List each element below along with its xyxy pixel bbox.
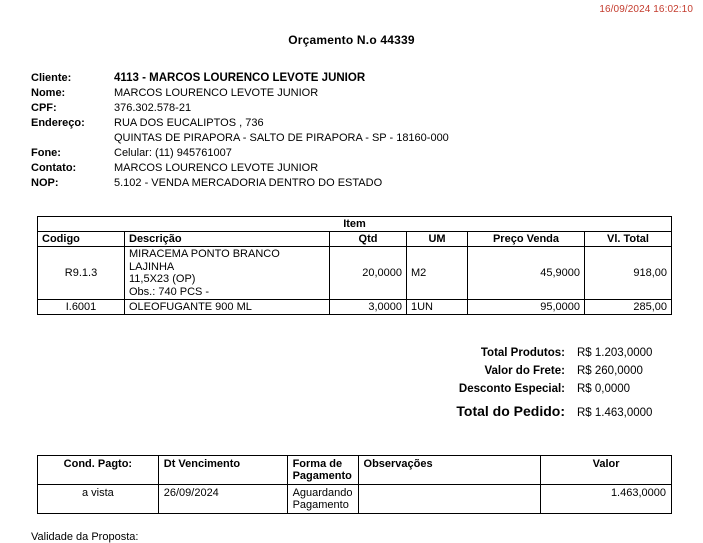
header-value-nop: 5.102 - VENDA MERCADORIA DENTRO DO ESTADO bbox=[114, 177, 383, 189]
header-row-contato bbox=[31, 161, 703, 175]
payment-header-row bbox=[38, 456, 672, 485]
header-row-endereco-cont bbox=[31, 131, 703, 145]
payment-table-wrapper bbox=[37, 455, 672, 514]
items-banner-row bbox=[38, 217, 672, 232]
item-descricao: OLEOFUGANTE 900 ML bbox=[125, 300, 330, 315]
payment-table bbox=[37, 455, 672, 514]
header-label-nop: NOP: bbox=[31, 177, 59, 189]
desconto-especial-row bbox=[372, 383, 672, 395]
page-title: Orçamento N.o 44339 bbox=[288, 33, 415, 47]
header-label-cpf: CPF: bbox=[31, 102, 57, 114]
total-produtos-label: Total Produtos: bbox=[480, 347, 565, 359]
items-table-wrapper bbox=[37, 216, 672, 315]
header-label-nome: Nome: bbox=[31, 87, 66, 99]
header-label-contato: Contato: bbox=[31, 162, 77, 174]
total-produtos-value: R$ 1.203,0000 bbox=[577, 347, 653, 359]
header-row-cpf bbox=[31, 101, 703, 115]
header-value-nome: MARCOS LOURENCO LEVOTE JUNIOR bbox=[114, 87, 319, 99]
header-row-cliente bbox=[31, 71, 703, 85]
item-total: 285,00 bbox=[585, 300, 672, 315]
item-um: M2 bbox=[407, 247, 468, 300]
total-pedido-label: Total do Pedido: bbox=[456, 403, 565, 419]
items-table bbox=[37, 216, 672, 315]
item-qtd: 3,0000 bbox=[330, 300, 407, 315]
header-row-nop bbox=[31, 176, 703, 190]
valor-frete-row bbox=[372, 365, 672, 377]
items-col-total: Vl. Total bbox=[585, 232, 672, 247]
payment-col-observacoes: Observações bbox=[358, 456, 541, 485]
item-preco: 95,0000 bbox=[468, 300, 585, 315]
payment-col-cond: Cond. Pagto: bbox=[38, 456, 159, 485]
table-row bbox=[38, 300, 672, 315]
header-row-endereco bbox=[31, 116, 703, 130]
item-qtd: 20,0000 bbox=[330, 247, 407, 300]
desconto-especial-value: R$ 0,0000 bbox=[577, 383, 631, 395]
totals-section bbox=[0, 347, 703, 425]
table-row bbox=[38, 485, 672, 514]
payment-col-vencimento: Dt Vencimento bbox=[158, 456, 287, 485]
header-value-fone: Celular: (11) 945761007 bbox=[114, 147, 232, 159]
items-col-descricao: Descrição bbox=[125, 232, 330, 247]
header-value-cpf: 376.302.578-21 bbox=[114, 102, 192, 114]
header-value-cliente: 4113 - MARCOS LOURENCO LEVOTE JUNIOR bbox=[114, 72, 366, 84]
payment-vencimento: 26/09/2024 bbox=[158, 485, 287, 514]
item-preco: 45,9000 bbox=[468, 247, 585, 300]
items-col-preco: Preço Venda bbox=[468, 232, 585, 247]
items-banner: Item bbox=[38, 217, 672, 232]
header-value-endereco: RUA DOS EUCALIPTOS , 736 bbox=[114, 117, 264, 129]
valor-frete-label: Valor do Frete: bbox=[484, 365, 565, 377]
item-um: 1UN bbox=[407, 300, 468, 315]
customer-header bbox=[0, 71, 703, 190]
validade-proposta-label: Validade da Proposta: bbox=[31, 531, 139, 543]
capture-timestamp: 16/09/2024 16:02:10 bbox=[599, 4, 693, 15]
item-codigo: R9.1.3 bbox=[38, 247, 125, 300]
item-descricao-line2: 11,5X23 (OP) bbox=[129, 273, 196, 285]
payment-observacoes bbox=[358, 485, 541, 514]
header-label-cliente: Cliente: bbox=[31, 72, 72, 84]
header-value-endereco-cont: QUINTAS DE PIRAPORA - SALTO DE PIRAPORA - SP - 18160-000 bbox=[114, 132, 449, 144]
item-total: 918,00 bbox=[585, 247, 672, 300]
desconto-especial-label: Desconto Especial: bbox=[458, 383, 565, 395]
header-row-nome bbox=[31, 86, 703, 100]
header-label-endereco: Endereço: bbox=[31, 117, 85, 129]
header-label-fone: Fone: bbox=[31, 147, 61, 159]
item-descricao-line3: Obs.: 740 PCS - bbox=[129, 285, 210, 298]
payment-valor: 1.463,0000 bbox=[541, 485, 672, 514]
valor-frete-value: R$ 260,0000 bbox=[577, 365, 643, 377]
item-codigo: I.6001 bbox=[38, 300, 125, 315]
items-col-qtd: Qtd bbox=[330, 232, 407, 247]
items-header-row bbox=[38, 232, 672, 247]
item-descricao-line1: MIRACEMA PONTO BRANCO LAJINHA bbox=[129, 248, 280, 273]
item-descricao bbox=[125, 247, 330, 300]
payment-cond: a vista bbox=[38, 485, 159, 514]
payment-col-valor: Valor bbox=[541, 456, 672, 485]
items-col-um: UM bbox=[407, 232, 468, 247]
total-produtos-row bbox=[372, 347, 672, 359]
table-row bbox=[38, 247, 672, 300]
total-pedido-value: R$ 1.463,0000 bbox=[577, 407, 653, 419]
items-col-codigo: Codigo bbox=[38, 232, 125, 247]
header-row-fone bbox=[31, 146, 703, 160]
payment-col-forma: Forma de Pagamento bbox=[287, 456, 358, 485]
payment-forma: Aguardando Pagamento bbox=[287, 485, 358, 514]
total-pedido-row bbox=[372, 403, 672, 419]
header-value-contato: MARCOS LOURENCO LEVOTE JUNIOR bbox=[114, 162, 319, 174]
